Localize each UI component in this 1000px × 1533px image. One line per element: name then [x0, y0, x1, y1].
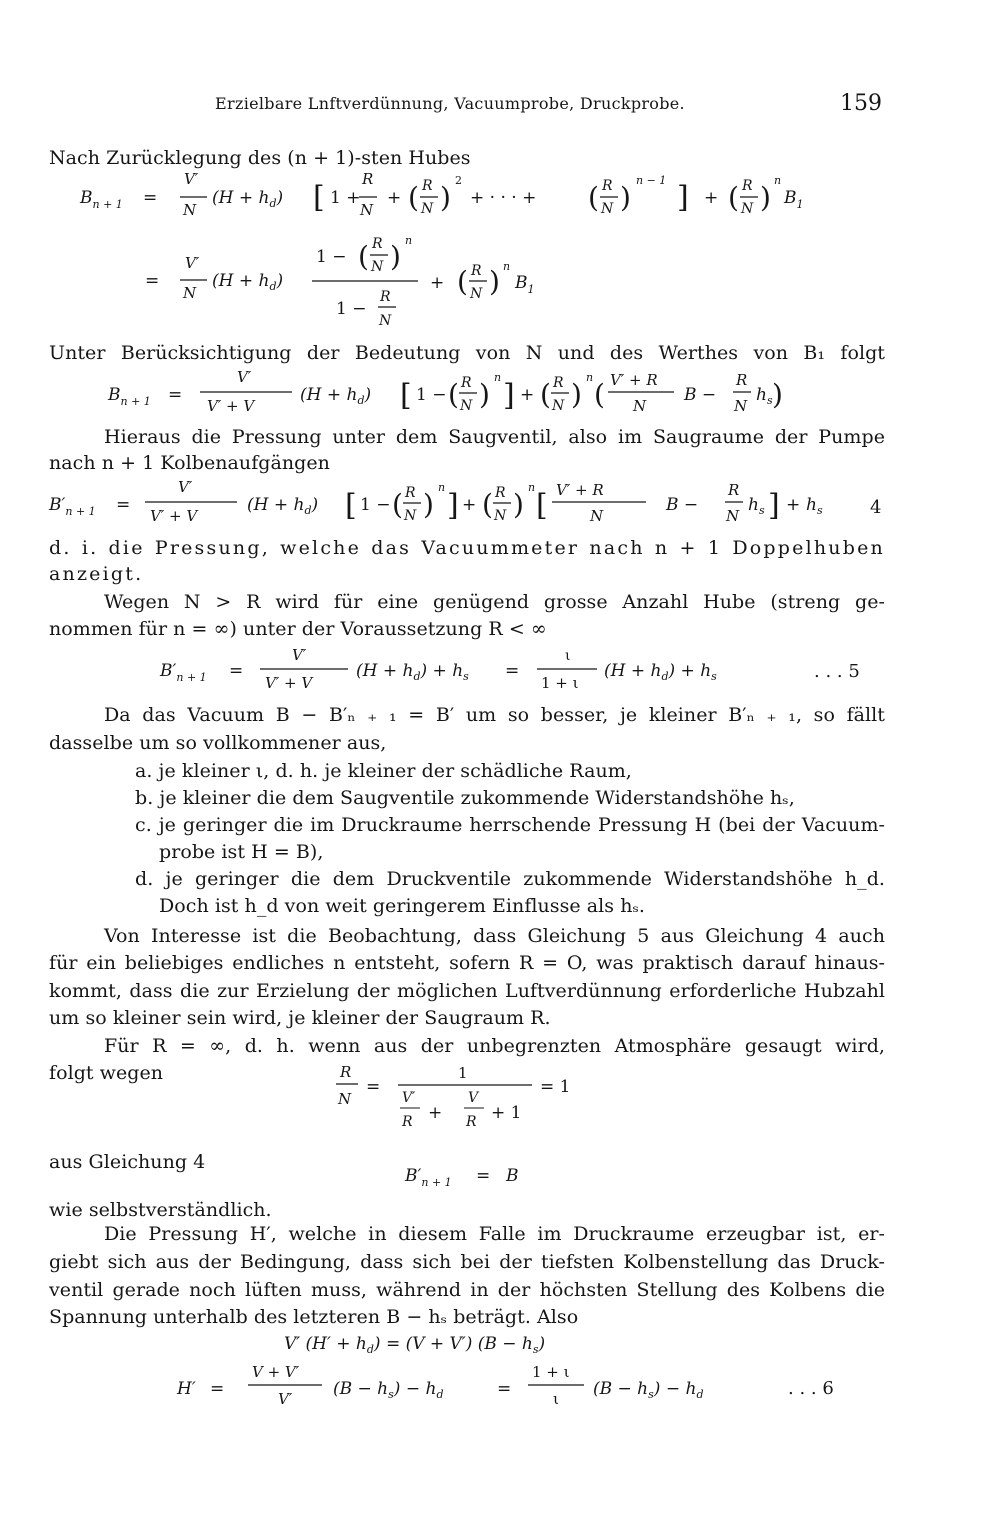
svg-text:=: = [168, 385, 183, 405]
equation-number-5: . . . 5 [814, 661, 860, 682]
svg-text:N: N [338, 1090, 352, 1108]
svg-text:): ) [423, 488, 434, 521]
svg-text:+: + [520, 385, 535, 405]
svg-text:V′: V′ [178, 478, 193, 496]
svg-text:V′ + V: V′ + V [265, 674, 313, 692]
svg-text:B′n + 1: $B'_{n + 1}$ [160, 661, 207, 684]
svg-text:R: R [402, 1114, 413, 1130]
paragraph-line: Für R = ∞, d. h. wenn aus der unbegrenzten Atmosphäre gesaugt wird, [104, 1035, 885, 1057]
svg-text:R: R [471, 263, 482, 279]
svg-text:B′n + 1: $B'_{n + 1}$ [405, 1166, 452, 1189]
svg-text:N: N [360, 201, 374, 219]
paragraph-line: Hieraus die Pressung unter dem Saugventil, also im Saugraume der Pumpe [104, 426, 885, 448]
paragraph-line: Da das Vacuum B − B′ₙ ₊ ₁ = B′ um so besser, je kleiner B′ₙ ₊ ₁, so fällt [104, 704, 885, 726]
svg-text:V′ (H′ + hd) = (V + V′) (B − h: V′ $(H' + h_d) = (V + V')$ $(B - h_s)$ [284, 1334, 546, 1356]
paragraph-line: Wegen N > R wird für eine genügend grosse Anzahl Hube (streng ge- [104, 591, 885, 613]
svg-text:n: n [438, 481, 446, 494]
svg-text:): ) [571, 378, 582, 411]
svg-text:): ) [440, 181, 451, 214]
svg-text:=: = [476, 1166, 491, 1186]
paragraph-line: Von Interesse ist die Beobachtung, dass Gleichung 5 aus Gleichung 4 auch [104, 925, 885, 947]
svg-text:B1: $B_1$ [515, 273, 535, 296]
svg-text:V: V [468, 1090, 479, 1106]
svg-text:B −: B − [666, 495, 699, 515]
svg-text:n: n [503, 260, 511, 273]
svg-text:R: R [495, 485, 506, 501]
svg-text:): ) [479, 378, 490, 411]
svg-text:(: ( [588, 181, 599, 214]
svg-text:V′: V′ [278, 1390, 293, 1408]
svg-text:R: R [362, 170, 374, 188]
svg-text:hs: $h_s$ [748, 495, 765, 517]
svg-text:[: [ [400, 378, 412, 413]
svg-text:=: = [366, 1077, 381, 1097]
svg-text:=: = [229, 661, 244, 681]
svg-text:(B − hs) − hd: $(B - h_s) - h_d$ [333, 1379, 444, 1401]
svg-text:R: R [380, 289, 391, 305]
svg-text:V′ + V: V′ + V [207, 397, 255, 415]
svg-text:N: N [633, 397, 647, 415]
svg-text:V′ + V: V′ + V [150, 507, 198, 525]
svg-text:1 +: 1 + [330, 188, 361, 208]
svg-text:1: 1 [458, 1064, 468, 1082]
list-item: d. je geringer die dem Druckventile zukommende Widerstandshöhe h_d. [135, 868, 885, 890]
list-item: probe ist H = B), [159, 841, 324, 863]
paragraph-line: d. i. die Pressung, welche das Vacuummeter nach n + 1 Doppelhuben [49, 537, 885, 559]
paragraph-line: nach n + 1 Kolbenaufgängen [49, 452, 330, 474]
svg-text:ι: ι [565, 648, 571, 664]
svg-text:(H + hd): $(H + h_d)$ [300, 385, 372, 407]
list-item: Doch ist h_d von weit geringerem Einflusse als hₛ. [159, 895, 646, 917]
svg-text:]: ] [768, 488, 780, 523]
svg-text:(H + hd) + hs: $(H + h_d) + h_s$ [356, 661, 469, 683]
svg-text:(: ( [408, 181, 419, 214]
svg-text:R: R [466, 1114, 477, 1130]
svg-text:n: n [494, 371, 502, 384]
svg-text:N: N [460, 398, 473, 414]
svg-text:N: N [404, 508, 417, 524]
svg-text:V′: V′ [292, 646, 307, 664]
svg-text:V′ + R: V′ + R [610, 371, 658, 389]
svg-text:N: N [379, 313, 392, 329]
svg-text:+: + [462, 495, 477, 515]
svg-text:]: ] [447, 488, 459, 523]
paragraph-line: anzeigt. [49, 563, 144, 585]
paragraph-line: kommt, dass die zur Erzielung der möglichen Luftverdünnung erforderliche Hubzahl [49, 980, 885, 1002]
running-title: Erzielbare Lnftverdünnung, Vacuumprobe, Druckprobe. [215, 94, 685, 113]
svg-text:R: R [728, 481, 740, 499]
svg-text:[: [ [313, 180, 325, 215]
svg-text:+: + [430, 273, 445, 293]
svg-text:B′n + 1: $B'_{n + 1}$ [49, 495, 96, 518]
svg-text:(: ( [358, 240, 369, 273]
svg-text:(: ( [482, 488, 493, 521]
svg-text:Bn + 1: $B_{n + 1}$ [80, 188, 123, 211]
svg-text:1 −: 1 − [416, 385, 447, 405]
svg-text:+: + [387, 188, 402, 208]
svg-text:R: R [340, 1063, 352, 1081]
svg-text:=: = [145, 271, 160, 291]
svg-text:R: R [553, 375, 564, 391]
svg-text:=: = [210, 1379, 225, 1399]
svg-text:(: ( [457, 265, 468, 298]
paragraph-line: aus Gleichung 4 [49, 1151, 206, 1173]
svg-text:B: B [506, 1166, 519, 1186]
svg-text:N: N [590, 507, 604, 525]
svg-text:N: N [183, 201, 197, 219]
paragraph-line: Nach Zurücklegung des (n + 1)-sten Hubes [49, 147, 471, 169]
svg-text:n: n [405, 234, 413, 247]
equation-number-6: . . . 6 [788, 1378, 834, 1399]
paragraph-line: ventil gerade noch lüften muss, während in der höchsten Stellung des Kolbens die [49, 1279, 885, 1301]
paragraph-line: Spannung unterhalb des letzteren B − hₛ beträgt. Also [49, 1306, 579, 1328]
paragraph-line: nommen für n = ∞) unter der Voraussetzung R < ∞ [49, 618, 547, 640]
svg-text:(: ( [448, 378, 459, 411]
svg-text:(: ( [540, 378, 551, 411]
svg-text:V′: V′ [184, 170, 199, 188]
svg-text:= 1: = 1 [540, 1077, 571, 1097]
svg-text:N: N [371, 259, 384, 275]
svg-text:R: R [422, 178, 433, 194]
paragraph-line: folgt wegen [49, 1062, 164, 1084]
svg-text:(: ( [728, 181, 739, 214]
svg-text:R: R [602, 178, 613, 194]
svg-text:): ) [760, 181, 771, 214]
paragraph-line: dasselbe um so vollkommener aus, [49, 732, 387, 754]
svg-text:hs: $h_s$ [806, 495, 823, 517]
svg-text:+ 1: + 1 [491, 1103, 522, 1123]
list-item: c. je geringer die im Druckraume herrschende Pressung H (bei der Vacuum- [135, 814, 885, 836]
svg-text:1 −: 1 − [316, 247, 347, 267]
paragraph-line: um so kleiner sein wird, je kleiner der Saugraum R. [49, 1007, 551, 1029]
svg-text:N: N [741, 201, 754, 217]
svg-text:N: N [734, 397, 748, 415]
svg-text:V′: V′ [185, 254, 200, 272]
list-item: a. je kleiner ι, d. h. je kleiner der schädliche Raum, [135, 760, 632, 782]
svg-text:(H + hd): $(H + h_d)$ [247, 495, 319, 517]
svg-text:=: = [143, 188, 158, 208]
svg-text:V′: V′ [402, 1090, 416, 1106]
svg-text:(: ( [392, 488, 403, 521]
svg-text:(: ( [594, 378, 605, 411]
svg-text:2: 2 [455, 174, 462, 187]
svg-text:=: = [116, 495, 131, 515]
svg-text:(B − hs) − hd: $(B - h_s) - h_d$ [593, 1379, 704, 1401]
list-item: b. je kleiner die dem Saugventile zukommende Widerstandshöhe hₛ, [135, 787, 795, 809]
svg-text:): ) [513, 488, 524, 521]
svg-text:H′: H′ [177, 1379, 196, 1399]
paragraph-line: Unter Berücksichtigung der Bedeutung von N und des Werthes von B₁ folgt [49, 342, 885, 364]
svg-text:N: N [601, 201, 614, 217]
svg-text:N: N [421, 201, 434, 217]
svg-text:=: = [497, 1379, 512, 1399]
svg-text:[: [ [345, 488, 357, 523]
svg-text:Bn + 1: $B_{n + 1}$ [108, 385, 151, 408]
svg-text:N: N [470, 286, 483, 302]
svg-text:): ) [390, 240, 401, 273]
svg-text:R: R [405, 485, 416, 501]
svg-text:ι: ι [553, 1390, 559, 1408]
paragraph-line: Die Pressung H′, welche in diesem Falle im Druckraume erzeugbar ist, er- [104, 1223, 885, 1245]
svg-text:R: R [742, 178, 753, 194]
svg-text:(H + hd): $(H + h_d)$ [212, 188, 284, 210]
svg-text:1 −: 1 − [336, 299, 367, 319]
svg-text:V′: V′ [237, 368, 252, 386]
svg-text:): ) [620, 181, 631, 214]
svg-text:N: N [552, 398, 565, 414]
svg-text:1 + ι: 1 + ι [541, 674, 579, 692]
svg-text:+: + [786, 495, 801, 515]
svg-text:]: ] [503, 378, 515, 413]
svg-text:): ) [772, 378, 783, 411]
paragraph-line: für ein beliebiges endliches n entsteht, sofern R = O, was praktisch darauf hinaus- [49, 952, 885, 974]
svg-text:[: [ [536, 488, 548, 523]
svg-text:): ) [489, 265, 500, 298]
paragraph-line: wie selbstverständlich. [49, 1199, 272, 1221]
equation-number-4: 4 [870, 497, 882, 518]
svg-text:V + V′: V + V′ [252, 1363, 300, 1381]
svg-text:N: N [726, 507, 740, 525]
svg-text:N: N [494, 508, 507, 524]
svg-text:(H + hd) + hs: $(H + h_d) + h_s$ [604, 661, 717, 683]
page-number: 159 [840, 91, 882, 116]
svg-text:R: R [461, 375, 472, 391]
svg-text:n: n [528, 481, 536, 494]
svg-text:hs: $h_s$ [756, 385, 773, 407]
svg-text:1 + ι: 1 + ι [532, 1363, 570, 1381]
svg-text:(H + hd): $(H + h_d)$ [212, 271, 284, 293]
svg-text:+: + [428, 1103, 443, 1123]
svg-text:n − 1: n − 1 [636, 174, 667, 187]
svg-text:R: R [372, 236, 383, 252]
svg-text:]: ] [677, 180, 689, 215]
svg-text:n: n [774, 174, 782, 187]
svg-text:n: n [586, 371, 594, 384]
svg-text:V′ + R: V′ + R [556, 481, 604, 499]
svg-text:B −: B − [684, 385, 717, 405]
svg-text:+ · · · +: + · · · + [470, 188, 537, 208]
svg-text:=: = [505, 661, 520, 681]
svg-text:B1: $B_1$ [784, 188, 804, 211]
svg-text:+: + [704, 188, 719, 208]
svg-text:1 −: 1 − [360, 495, 391, 515]
paragraph-line: giebt sich aus der Bedingung, dass sich bei der tiefsten Kolbenstellung das Druck- [49, 1251, 885, 1273]
svg-text:N: N [183, 284, 197, 302]
svg-text:R: R [736, 371, 748, 389]
